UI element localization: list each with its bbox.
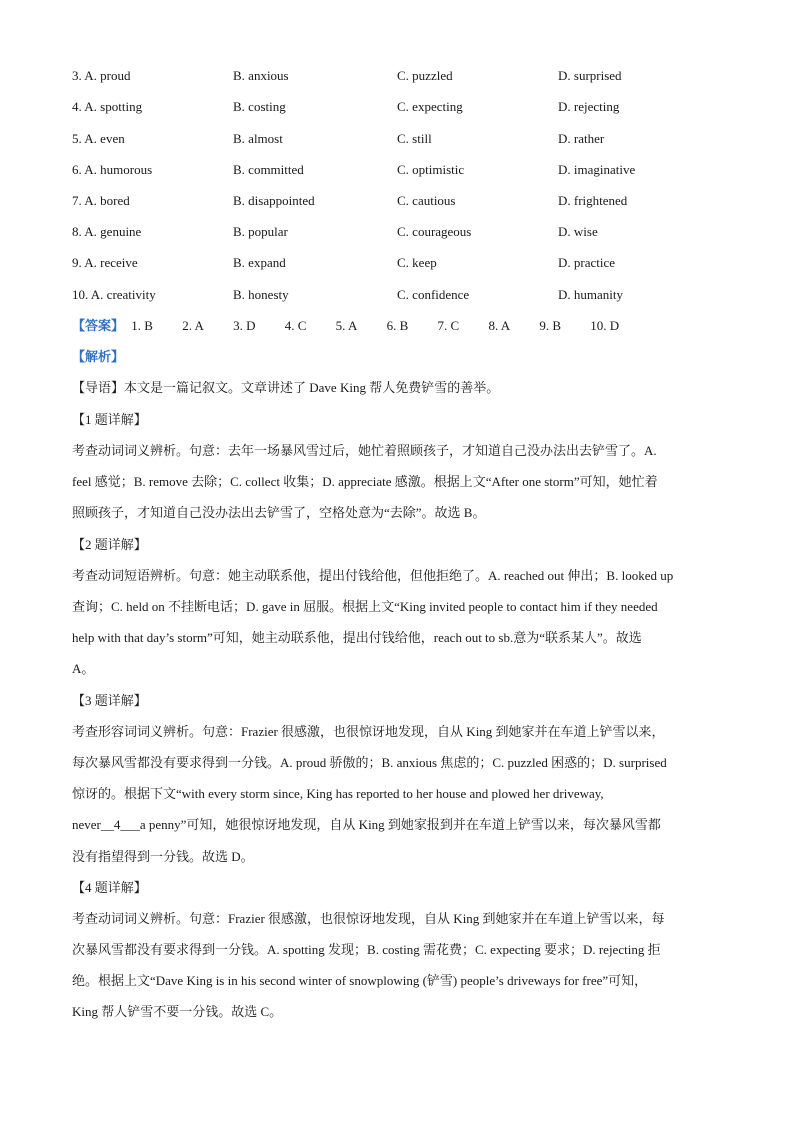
answer-item: 5. A <box>335 318 358 333</box>
q4-heading: 【4 题详解】 <box>72 880 147 895</box>
q2-line: A。 <box>72 661 95 676</box>
option-row-10 <box>72 285 732 305</box>
option-b: B. committed <box>233 162 304 177</box>
q1-heading: 【1 题详解】 <box>72 412 147 427</box>
analysis-heading: 【解析】 <box>72 349 125 364</box>
answer-item: 7. C <box>437 318 460 333</box>
q2-line: 查询；C. held on 不挂断电话；D. gave in 屈服。根据上文“King invited people to contact him if they needed <box>72 599 658 614</box>
option-a: 5. A. even <box>72 131 125 146</box>
option-row-8 <box>72 222 732 242</box>
option-d: D. wise <box>558 224 598 239</box>
option-d: D. rejecting <box>558 99 620 114</box>
option-row-7 <box>72 191 732 211</box>
answer-item: 2. A <box>182 318 204 333</box>
option-a: 8. A. genuine <box>72 224 142 239</box>
q2-line: 考查动词短语辨析。句意：她主动联系他，提出付钱给他，但他拒绝了。A. reached out 伸出；B. looked up <box>72 568 674 583</box>
option-b: B. expand <box>233 255 286 270</box>
option-c: C. optimistic <box>397 162 465 177</box>
q4-line: King 帮人铲雪不要一分钱。故选 C。 <box>72 1004 283 1019</box>
answer-item: 4. C <box>284 318 307 333</box>
option-c: C. puzzled <box>397 68 453 83</box>
option-a: 3. A. proud <box>72 68 131 83</box>
answer-key <box>72 316 645 336</box>
option-row-4 <box>72 97 732 117</box>
option-row-3 <box>72 66 732 86</box>
option-a: 10. A. creativity <box>72 287 156 302</box>
option-row-5 <box>72 129 732 149</box>
option-b: B. disappointed <box>233 193 315 208</box>
option-c: C. keep <box>397 255 437 270</box>
option-a: 4. A. spotting <box>72 99 143 114</box>
option-a: 7. A. bored <box>72 193 130 208</box>
option-b: B. anxious <box>233 68 289 83</box>
option-row-6 <box>72 160 732 180</box>
answer-item: 6. B <box>386 318 409 333</box>
q2-line: help with that day’s storm”可知，她主动联系他，提出付钱给他，reach out to sb.意为“联系某人”。故选 <box>72 630 642 645</box>
option-a: 9. A. receive <box>72 255 138 270</box>
option-c: C. confidence <box>397 287 470 302</box>
option-a: 6. A. humorous <box>72 162 153 177</box>
answer-item: 8. A <box>488 318 511 333</box>
answer-label: 【答案】 <box>72 318 125 333</box>
answer-item: 3. D <box>233 318 256 333</box>
option-d: D. practice <box>558 255 616 270</box>
option-c: C. courageous <box>397 224 472 239</box>
option-b: B. honesty <box>233 287 289 302</box>
option-b: B. costing <box>233 99 286 114</box>
answer-item: 10. D <box>590 318 620 333</box>
option-c: C. still <box>397 131 432 146</box>
q1-line: 照顾孩子，才知道自己没办法出去铲雪了，空格处意为“去除”。故选 B。 <box>72 505 486 520</box>
q3-line: 惊讶的。根据下文“with every storm since, King has reported to her house and plowed her driveway, <box>72 786 604 801</box>
option-c: C. cautious <box>397 193 456 208</box>
q1-line: feel 感觉；B. remove 去除；C. collect 收集；D. appreciate 感激。根据上文“After one storm”可知，她忙着 <box>72 474 658 489</box>
q2-heading: 【2 题详解】 <box>72 537 147 552</box>
q3-line: 每次暴风雪都没有要求得到一分钱。A. proud 骄傲的；B. anxious 焦虑的；C. puzzled 困惑的；D. surprised <box>72 755 667 770</box>
q1-line: 考查动词词义辨析。句意：去年一场暴风雪过后，她忙着照顾孩子，才知道自己没办法出去铲雪了。A. <box>72 443 657 458</box>
guide-paragraph <box>72 378 722 398</box>
option-d: D. surprised <box>558 68 622 83</box>
q4-line: 考查动词词义辨析。句意：Frazier 很感激，也很惊讶地发现，自从 King 到她家并在车道上铲雪以来，每 <box>72 911 665 926</box>
q4-line: 次暴风雪都没有要求得到一分钱。A. spotting 发现；B. costing 需花费；C. expecting 要求；D. rejecting 拒 <box>72 942 661 957</box>
guide-text: 本文是一篇记叙文。文章讲述了 Dave King 帮人免费铲雪的善举。 <box>124 380 500 395</box>
option-d: D. imaginative <box>558 162 636 177</box>
guide-label: 【导语】 <box>72 380 125 395</box>
q3-line: 没有指望得到一分钱。故选 D。 <box>72 849 254 864</box>
option-b: B. popular <box>233 224 288 239</box>
option-b: B. almost <box>233 131 283 146</box>
option-d: D. frightened <box>558 193 628 208</box>
answer-item: 9. B <box>539 318 562 333</box>
option-row-9 <box>72 253 732 273</box>
q3-line: 考查形容词词义辨析。句意：Frazier 很感激，也很惊讶地发现，自从 King 到她家并在车道上铲雪以来， <box>72 724 665 739</box>
option-d: D. rather <box>558 131 605 146</box>
option-d: D. humanity <box>558 287 623 302</box>
option-c: C. expecting <box>397 99 463 114</box>
answer-item: 1. B <box>131 318 153 333</box>
q3-line: never__4___a penny”可知，她很惊讶地发现，自从 King 到她家报到并在车道上铲雪以来，每次暴风雪都 <box>72 817 661 832</box>
q4-line: 绝。根据上文“Dave King is in his second winter of snowplowing (铲雪) people’s driveways for free”可知， <box>72 973 648 988</box>
q3-heading: 【3 题详解】 <box>72 693 147 708</box>
